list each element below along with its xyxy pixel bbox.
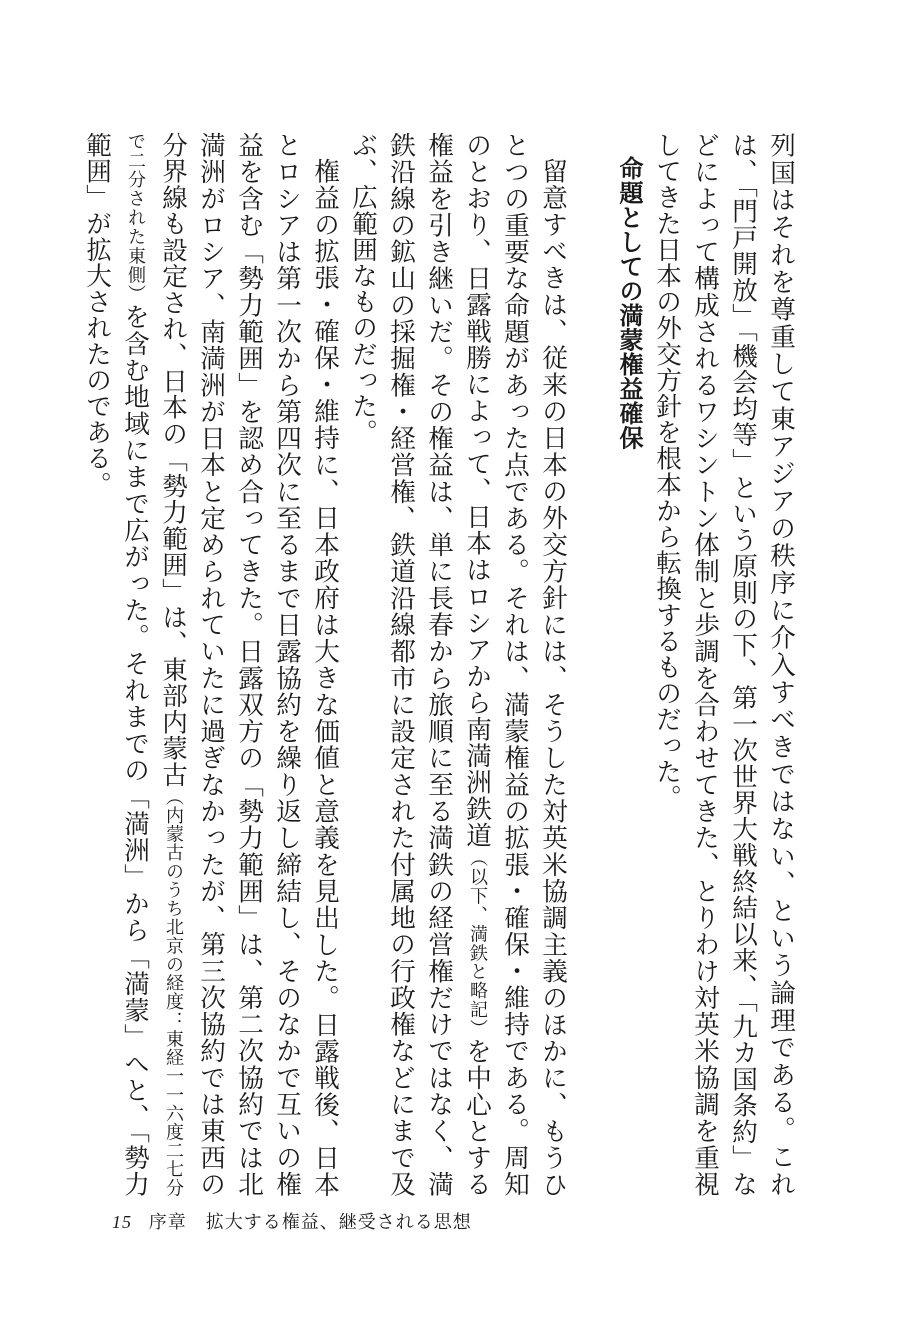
inline-note: （以下、満鉄と略記） [467,848,488,1039]
paragraph-text: 列国はそれを尊重して東アジアの秩序に介入すべきではない、という論理である。これは、「門戸開放」「機会均等」という原則の下、第一次世界大戦終結以来、「九カ国条約」などによって構成されるワシントン体制と歩調を合わせてきた、とりわけ対英米協調を重視してきた日本の外交方針を根本から転換するものだった。 [652,132,796,1197]
running-head: 序章 拡大する権益、継受される思想 [148,1212,472,1233]
body-paragraph [648,132,800,1197]
inline-note: （内蒙古のうち北京の経度：東経一一六度二七分で二分された東側） [125,132,184,1198]
body-paragraph [344,132,572,1197]
page-number: 15 [112,1212,132,1232]
paragraph-text: を中心とする権益を引き継いだ。その権益は、単に長春から旅順に至る満鉄の経営権だけではなく、満鉄沿線の鉱山の採掘権・経営権、鉄道沿線都市に設定された付属地の行政権などにまで及ぶ、広範囲なものだった。 [348,132,492,1197]
page-footer [112,1208,472,1234]
paragraph-text: 権益の拡張・確保・維持に、日本政府は大きな価値と意義を見出した。日露戦後、日本とロシアは第一次から第四次に至るまで日露協約を繰り返し締結し、そのなかで互いの権益を含む「勢力範囲」を認め合ってきた。日露双方の「勢力範囲」は、第二次協約では北満洲がロシア、南満洲が日本と定められていたに過ぎなかったが、第三次協約では東西の分界線も設定され、日本の「勢力範囲」は、東部内蒙古 [158,132,340,1197]
section-heading: 命題としての満蒙権益確保 [615,156,643,450]
body-paragraph [78,132,344,1197]
vertical-text-body [82,132,800,1198]
paragraph-text: 留意すべきは、従来の日本の外交方針には、そうした対英米協調主義のほかに、もうひとつの重要な命題があった点である。それは、満蒙権益の拡張・確保・維持である。周知のとおり、日露戦勝によって、日本はロシアから南満洲鉄道 [462,132,568,1197]
paragraph-text: を含む地域にまで広がった。それまでの「満洲」から「満蒙」へと、「勢力範囲」が拡大されたのである。 [82,132,150,1197]
